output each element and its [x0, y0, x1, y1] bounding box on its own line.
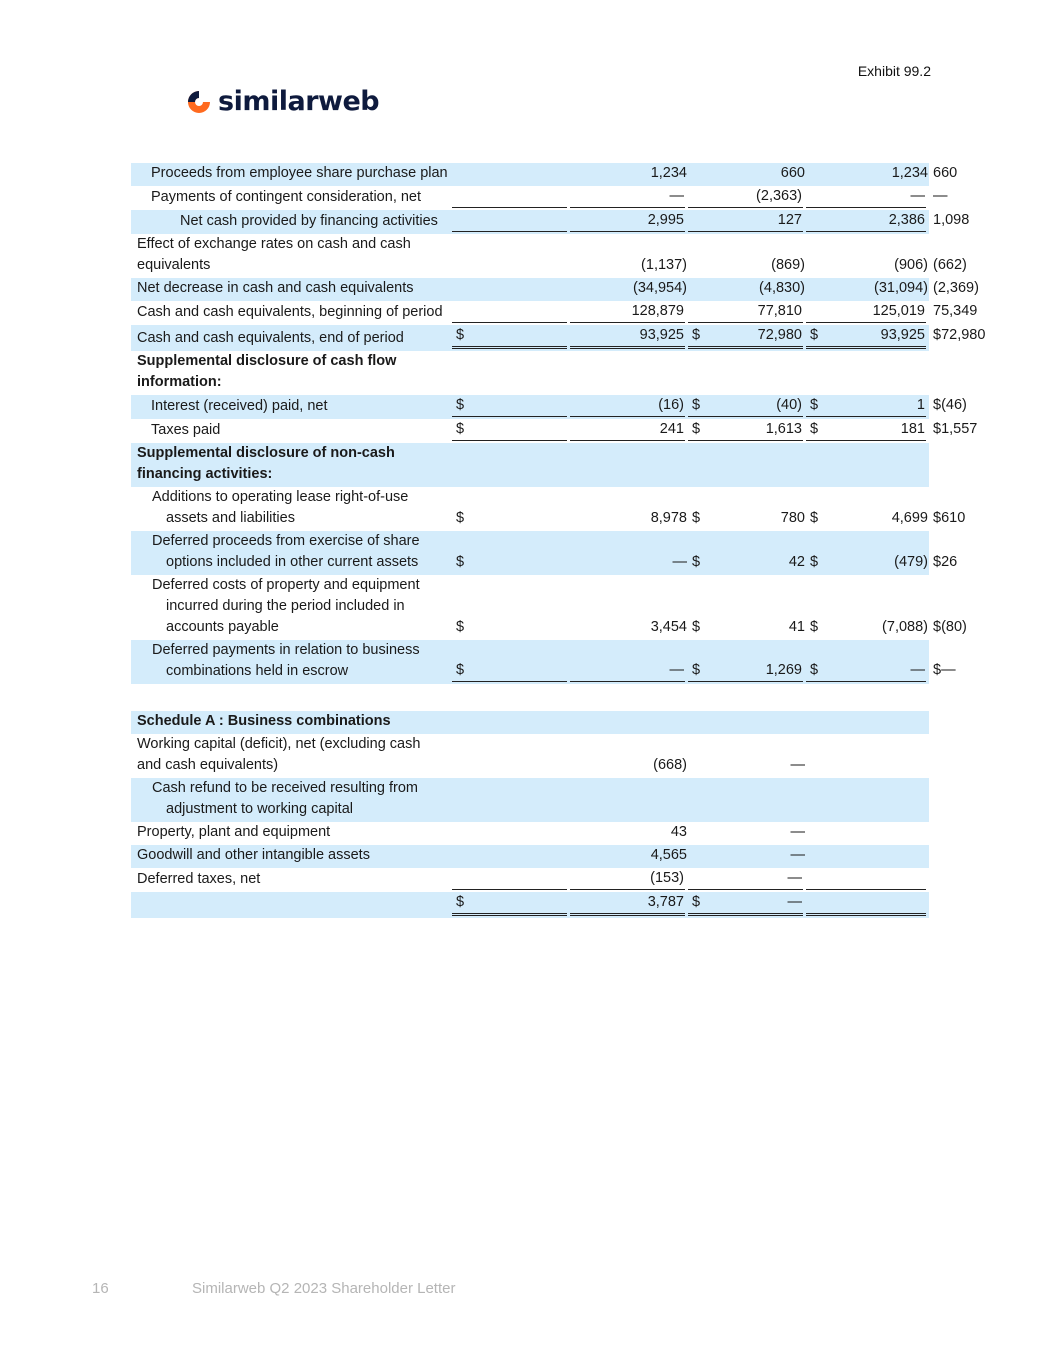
value-cell — [570, 711, 688, 734]
value-cell — [452, 419, 570, 443]
cell-value: 2,386 — [888, 212, 925, 228]
row-label: Effect of exchange rates on cash and cash equivalents — [137, 236, 411, 273]
value-cell — [570, 210, 688, 234]
currency-symbol: $ — [810, 421, 819, 437]
value-cell — [570, 734, 688, 778]
value-cell — [452, 822, 570, 845]
cell-value: 1 — [916, 397, 925, 413]
cell-value: 1,557 — [941, 421, 978, 437]
value-cell — [570, 325, 688, 351]
value-cell — [806, 186, 929, 210]
value-cell — [570, 186, 688, 210]
cell-value: 1,269 — [765, 662, 802, 678]
cell-value: — — [790, 757, 805, 773]
row-label: Taxes paid — [151, 422, 221, 438]
value-cell — [452, 845, 570, 868]
value-cell — [570, 419, 688, 443]
cell-value: 4,699 — [891, 510, 928, 526]
currency-symbol: $ — [692, 510, 701, 526]
table-row — [131, 234, 929, 278]
table-row — [131, 711, 929, 734]
value-cell — [452, 395, 570, 419]
cell-value: (7,088) — [882, 619, 928, 635]
currency-symbol: $ — [810, 327, 819, 343]
table-row — [131, 640, 929, 684]
value-cell — [452, 640, 570, 684]
value-cell — [806, 868, 929, 892]
cell-value: (2,369) — [933, 280, 979, 296]
value-cell — [806, 234, 929, 278]
currency-symbol: $ — [933, 554, 942, 570]
currency-symbol: $ — [692, 421, 701, 437]
value-cell — [570, 351, 688, 395]
currency-symbol: $ — [692, 397, 701, 413]
cell-value: 72,980 — [941, 327, 986, 343]
cash-flow-table — [131, 163, 986, 918]
currency-symbol: $ — [456, 894, 465, 910]
cell-value: (4,830) — [759, 280, 805, 296]
cell-value: 127 — [777, 212, 802, 228]
currency-symbol: $ — [933, 421, 942, 437]
cell-value: — — [669, 188, 684, 204]
value-cell — [806, 325, 929, 351]
currency-symbol: $ — [456, 421, 465, 437]
table-row — [131, 487, 929, 531]
cell-value: (40) — [776, 397, 802, 413]
cell-value: 43 — [670, 824, 687, 840]
value-cell — [452, 210, 570, 234]
value-cell — [688, 210, 806, 234]
value-cell — [806, 419, 929, 443]
cell-value: 93,925 — [880, 327, 925, 343]
cell-value: 610 — [941, 510, 966, 526]
table-row — [131, 443, 929, 487]
cell-value: 93,925 — [639, 327, 684, 343]
currency-symbol: $ — [456, 510, 465, 526]
currency-symbol: $ — [810, 662, 819, 678]
row-label: Deferred taxes, net — [137, 871, 261, 887]
cell-value: 660 — [933, 165, 958, 181]
table-row — [131, 325, 929, 351]
currency-symbol: $ — [456, 327, 465, 343]
exhibit-label: Exhibit 99.2 — [857, 63, 931, 79]
value-cell — [806, 734, 929, 778]
value-cell — [452, 711, 570, 734]
value-cell — [688, 351, 806, 395]
value-cell — [688, 278, 806, 301]
table-row — [131, 822, 929, 845]
value-cell — [806, 778, 929, 822]
value-cell — [452, 278, 570, 301]
value-cell — [688, 301, 806, 325]
value-cell — [806, 892, 929, 918]
value-cell — [570, 575, 688, 640]
cell-value: 241 — [659, 421, 684, 437]
cell-value: — — [933, 188, 948, 204]
value-cell — [688, 575, 806, 640]
value-cell — [688, 531, 806, 575]
value-cell — [452, 301, 570, 325]
cell-value: 1,234 — [891, 165, 928, 181]
value-cell — [806, 845, 929, 868]
row-label: Cash and cash equivalents, end of period — [131, 325, 452, 351]
cell-value: 181 — [900, 421, 925, 437]
cell-value: (46) — [941, 397, 967, 413]
value-cell — [806, 487, 929, 531]
table-row — [131, 868, 929, 892]
value-cell — [688, 443, 806, 487]
value-cell — [688, 163, 806, 186]
row-label — [131, 892, 452, 918]
cell-value: 3,454 — [650, 619, 687, 635]
row-label: Working capital (deficit), net (excluding cash and cash equivalents) — [137, 736, 421, 773]
table-row — [131, 531, 929, 575]
currency-symbol: $ — [810, 397, 819, 413]
table-row — [131, 351, 929, 395]
table-row — [131, 734, 929, 778]
value-cell — [688, 778, 806, 822]
row-label: Property, plant and equipment — [137, 824, 331, 840]
table-row — [131, 278, 929, 301]
page-number: 16 — [92, 1280, 109, 1297]
value-cell — [452, 234, 570, 278]
value-cell — [452, 778, 570, 822]
value-cell — [452, 734, 570, 778]
value-cell — [806, 301, 929, 325]
cell-value: — — [790, 824, 805, 840]
row-label: Schedule A : Business combinations — [131, 711, 452, 734]
row-label: Proceeds from employee share purchase plan — [131, 163, 452, 186]
value-cell — [806, 278, 929, 301]
cell-value: (662) — [933, 257, 967, 273]
table-spacer — [131, 684, 929, 711]
value-cell — [570, 845, 688, 868]
table-row — [131, 845, 929, 868]
cell-value: (869) — [771, 257, 805, 273]
currency-symbol: $ — [933, 662, 942, 678]
row-label: Payments of contingent consideration, net — [151, 189, 422, 205]
cell-value: (153) — [650, 870, 684, 886]
value-cell — [452, 531, 570, 575]
cell-value: 41 — [788, 619, 805, 635]
cell-value: 780 — [780, 510, 805, 526]
value-cell — [806, 210, 929, 234]
value-cell — [688, 711, 806, 734]
footer-title: Similarweb Q2 2023 Shareholder Letter — [192, 1280, 456, 1297]
value-cell — [452, 443, 570, 487]
cell-value: 4,565 — [650, 847, 687, 863]
row-label: Net decrease in cash and cash equivalents — [131, 278, 452, 301]
value-cell — [806, 640, 929, 684]
table-row — [131, 210, 929, 234]
value-cell — [688, 419, 806, 443]
cell-value: (668) — [653, 757, 687, 773]
cell-value: (80) — [941, 619, 967, 635]
value-cell — [688, 640, 806, 684]
table-row — [131, 778, 929, 822]
cell-value: (16) — [658, 397, 684, 413]
currency-symbol: $ — [933, 397, 942, 413]
cell-value: — — [910, 188, 925, 204]
row-label: Deferred payments in relation to business combinations held in escrow — [131, 640, 452, 684]
cell-value: 660 — [780, 165, 805, 181]
row-label: Goodwill and other intangible assets — [131, 845, 452, 868]
value-cell — [570, 278, 688, 301]
cell-value: — — [910, 662, 925, 678]
row-label: Deferred proceeds from exercise of share options included in other current assets — [131, 531, 452, 575]
value-cell — [570, 443, 688, 487]
value-cell — [806, 395, 929, 419]
cell-value: 2,995 — [647, 212, 684, 228]
spacer-cell — [131, 684, 929, 711]
cell-value: (34,954) — [632, 280, 687, 296]
cell-value: 1,234 — [650, 165, 687, 181]
cell-value: 128,879 — [631, 303, 684, 319]
currency-symbol: $ — [456, 619, 465, 635]
value-cell — [806, 711, 929, 734]
currency-symbol: $ — [692, 327, 701, 343]
table-row — [131, 892, 929, 918]
value-cell — [452, 575, 570, 640]
currency-symbol: $ — [810, 619, 819, 635]
currency-symbol: $ — [456, 662, 465, 678]
value-cell — [688, 734, 806, 778]
value-cell — [452, 186, 570, 210]
cell-value: (2,363) — [756, 188, 802, 204]
table-row — [131, 186, 929, 210]
currency-symbol: $ — [456, 397, 465, 413]
row-label: Supplemental disclosure of non-cash financing activities: — [131, 443, 452, 487]
value-cell — [688, 845, 806, 868]
value-cell — [806, 443, 929, 487]
currency-symbol: $ — [810, 510, 819, 526]
cell-value: — — [787, 894, 802, 910]
cell-value: (1,137) — [641, 257, 687, 273]
currency-symbol: $ — [933, 510, 942, 526]
table-row — [131, 301, 929, 325]
value-cell — [452, 163, 570, 186]
value-cell — [688, 822, 806, 845]
currency-symbol: $ — [692, 554, 701, 570]
similarweb-logo — [186, 86, 379, 117]
cell-value: 42 — [788, 554, 805, 570]
cell-value: 1,098 — [933, 212, 970, 228]
value-cell — [452, 487, 570, 531]
value-cell — [570, 301, 688, 325]
value-cell — [452, 892, 570, 918]
value-cell — [570, 487, 688, 531]
value-cell — [570, 395, 688, 419]
cell-value: — — [790, 847, 805, 863]
currency-symbol: $ — [692, 619, 701, 635]
value-cell — [570, 531, 688, 575]
value-cell — [570, 778, 688, 822]
table-row — [131, 419, 929, 443]
value-cell — [806, 822, 929, 845]
currency-symbol: $ — [456, 554, 465, 570]
cell-value: 125,019 — [872, 303, 925, 319]
value-cell — [452, 351, 570, 395]
cell-value: 77,810 — [757, 303, 802, 319]
value-cell — [688, 186, 806, 210]
row-label: Cash refund to be received resulting from adjustment to working capital — [131, 778, 452, 822]
value-cell — [452, 868, 570, 892]
row-label: Deferred costs of property and equipment incurred during the period included in accounts payable — [152, 577, 420, 635]
similarweb-logo-icon — [186, 89, 212, 115]
value-cell — [570, 868, 688, 892]
currency-symbol: $ — [692, 894, 701, 910]
row-label: Net cash provided by financing activities — [131, 210, 452, 234]
value-cell — [452, 325, 570, 351]
currency-symbol: $ — [933, 327, 942, 343]
value-cell — [570, 822, 688, 845]
cell-value: (906) — [894, 257, 928, 273]
currency-symbol: $ — [692, 662, 701, 678]
cell-value: 8,978 — [650, 510, 687, 526]
currency-symbol: $ — [933, 619, 942, 635]
value-cell — [688, 487, 806, 531]
cell-value: (31,094) — [873, 280, 928, 296]
row-label: Additions to operating lease right-of-use assets and liabilities — [152, 489, 409, 526]
cell-value: — — [787, 870, 802, 886]
cell-value: — — [669, 662, 684, 678]
logo-wordmark: similarweb — [218, 86, 380, 117]
currency-symbol: $ — [810, 554, 819, 570]
row-label: Supplemental disclosure of cash flow information: — [137, 353, 397, 390]
cell-value: (479) — [894, 554, 928, 570]
value-cell — [570, 163, 688, 186]
value-cell — [806, 351, 929, 395]
value-cell — [688, 325, 806, 351]
table-row — [131, 395, 929, 419]
value-cell — [688, 234, 806, 278]
cell-value: 26 — [941, 554, 958, 570]
value-cell — [806, 575, 929, 640]
value-cell — [570, 640, 688, 684]
value-cell — [806, 163, 929, 186]
cell-value: 1,613 — [765, 421, 802, 437]
value-cell — [570, 892, 688, 918]
row-label: Interest (received) paid, net — [131, 395, 452, 419]
cell-value: 72,980 — [757, 327, 802, 343]
cell-value: 75,349 — [933, 303, 978, 319]
cell-value: 3,787 — [647, 894, 684, 910]
cell-value: — — [672, 554, 687, 570]
value-cell — [806, 531, 929, 575]
cell-value: — — [941, 662, 956, 678]
value-cell — [688, 892, 806, 918]
table-row — [131, 575, 929, 640]
row-label: Cash and cash equivalents, beginning of period — [137, 304, 443, 320]
table-row — [131, 163, 929, 186]
value-cell — [570, 234, 688, 278]
value-cell — [688, 868, 806, 892]
value-cell — [688, 395, 806, 419]
